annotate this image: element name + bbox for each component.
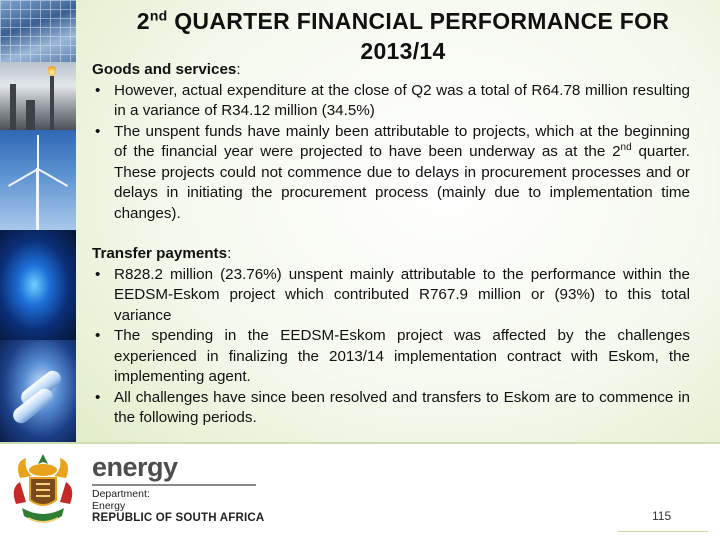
- goods-heading: [92, 60, 690, 81]
- goods-bullet-2: [92, 122, 690, 225]
- department-block: [92, 488, 264, 524]
- goods-bullet-2-sup: nd: [620, 141, 632, 153]
- solar-panel-image: [0, 0, 76, 62]
- goods-bullet-1: • However, actual expenditure at the close of Q2 was a total of R64.78 million resulting in a variance of R34.12 million (34.5%): [92, 81, 690, 122]
- goods-bullet-list: [92, 81, 690, 225]
- transfers-heading: [92, 244, 690, 265]
- title-superscript: nd: [149, 7, 168, 24]
- energy-saving-bulb-image: [0, 340, 76, 442]
- goods-bullet-2-b: quarter. These projects could not commence due to delays in procurement processes and or delays in initiating the procurement process (mainly due to implementation time changes).: [114, 143, 690, 222]
- footer: [0, 442, 720, 540]
- goods-heading-text: Goods and services: [92, 61, 237, 78]
- dept-line-1: Department:: [92, 488, 150, 500]
- goods-heading-colon: :: [236, 61, 241, 78]
- page-number-underline: [618, 531, 708, 532]
- transfers-heading-text: Transfer payments: [92, 245, 228, 262]
- logo-divider: [92, 484, 256, 486]
- transfers-bullet-2: • The spending in the EEDSM-Eskom project was affected by the challenges experienced in finalizing the 2013/14 implementation contract with Eskom, the implementing agent.: [92, 326, 690, 388]
- transfers-heading-colon: :: [227, 245, 232, 262]
- refinery-image: [0, 62, 76, 130]
- coat-of-arms-icon: [6, 448, 80, 532]
- transfers-bullet-list: [92, 265, 690, 429]
- energy-logo-text: energy: [92, 452, 178, 482]
- goods-bullet-2-a: The unspent funds have mainly been attributable to projects, which at the beginning of the financial year were projected to have been underway as at the 2: [114, 122, 690, 160]
- slide-body: [92, 60, 690, 429]
- dept-line-2: Energy: [92, 500, 126, 512]
- transfers-bullet-3: • All challenges have since been resolved and transfers to Eskom are to commence in the following periods.: [92, 388, 690, 429]
- wind-turbine-image: [0, 130, 76, 230]
- title-line-2: 2013/14: [360, 38, 446, 64]
- gas-flame-image: [0, 230, 76, 340]
- title-rest: QUARTER FINANCIAL PERFORMANCE FOR: [167, 8, 670, 34]
- page-number: 115: [652, 509, 672, 523]
- transfers-bullet-1: • R828.2 million (23.76%) unspent mainly attributable to the performance within the EEDSM-Eskom project which contributed R767.9 million or (93%) to this total variance: [92, 265, 690, 327]
- page-title: [86, 6, 720, 66]
- title-prefix: 2: [136, 8, 150, 34]
- energy-photo-strip: [0, 0, 76, 442]
- energy-logo-word: [92, 452, 178, 483]
- dept-line-3: REPUBLIC OF SOUTH AFRICA: [92, 512, 265, 524]
